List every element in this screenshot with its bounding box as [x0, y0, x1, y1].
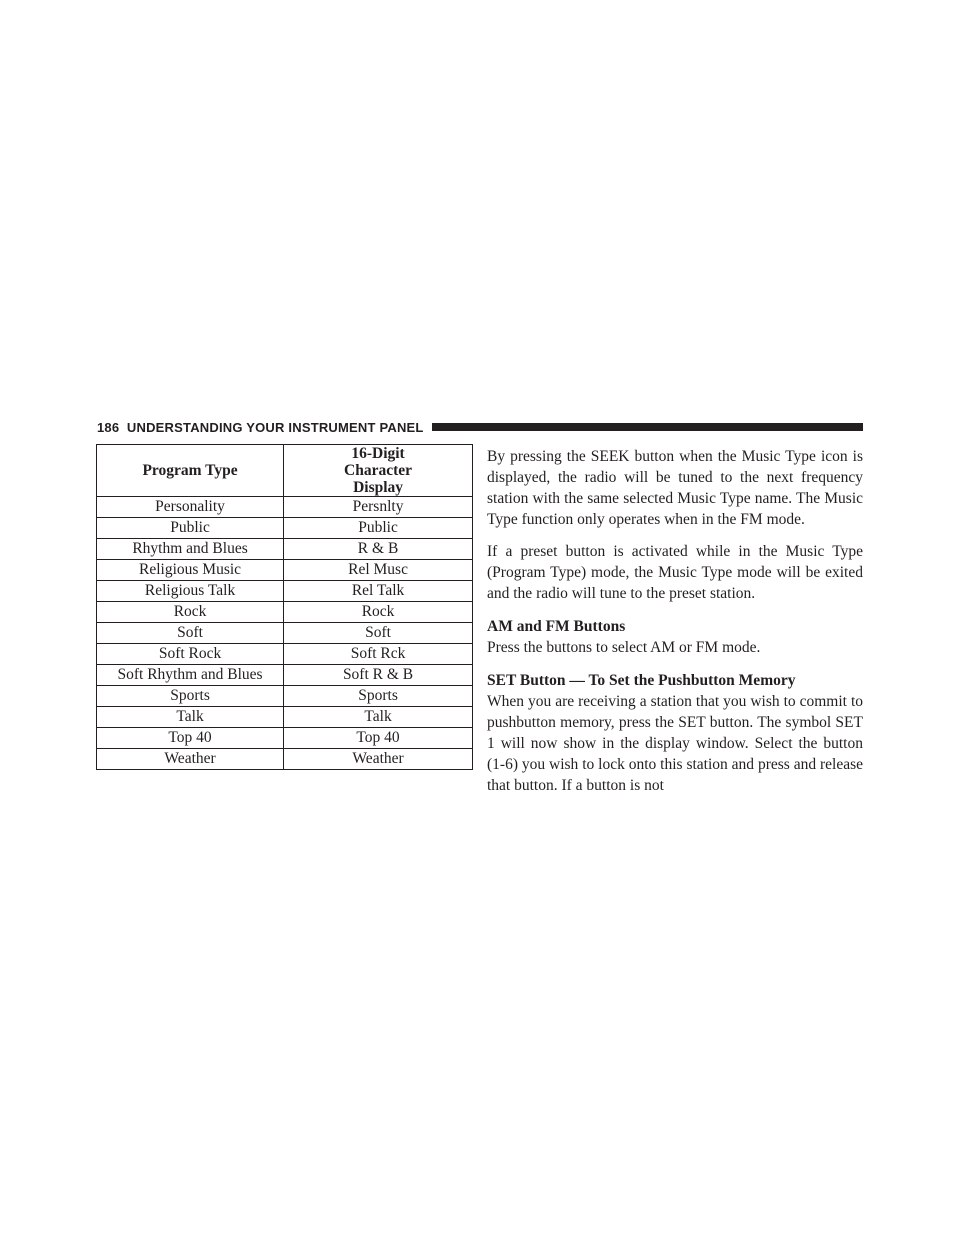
page-number: 186	[97, 419, 120, 435]
paragraph-seek: By pressing the SEEK button when the Music Type icon is displayed, the radio will be tuned to the next frequency station with the same selected Music Type name. The Music Type function only operates when in the FM mode.	[487, 448, 863, 528]
display-cell: Talk	[284, 707, 473, 728]
display-cell: Soft Rck	[284, 644, 473, 665]
program-type-cell: Personality	[97, 497, 284, 518]
program-type-cell: Soft Rock	[97, 644, 284, 665]
table-row	[97, 749, 473, 770]
display-cell: Top 40	[284, 728, 473, 749]
display-cell: Public	[284, 518, 473, 539]
program-type-cell: Soft	[97, 623, 284, 644]
paragraph-set-button: When you are receiving a station that you wish to commit to pushbutton memory, press the SET button. The symbol SET 1 will now show in the display window. Select the button (1-6) you wish to lock onto this station and press and release that button. If a button is not	[487, 693, 863, 794]
column-header-display-label: 16-Digit Character Display	[344, 445, 413, 496]
heading-am-fm-buttons: AM and FM Buttons	[487, 618, 626, 635]
program-type-cell: Top 40	[97, 728, 284, 749]
display-cell: R & B	[284, 539, 473, 560]
body-text-column	[487, 446, 863, 796]
table-row	[97, 686, 473, 707]
display-cell: Sports	[284, 686, 473, 707]
table-header-row	[97, 445, 473, 497]
table-row	[97, 560, 473, 581]
table-row	[97, 497, 473, 518]
program-type-cell: Rock	[97, 602, 284, 623]
display-cell: Rel Talk	[284, 581, 473, 602]
page-header	[97, 418, 863, 436]
program-type-cell: Religious Talk	[97, 581, 284, 602]
heading-set-button: SET Button — To Set the Pushbutton Memory	[487, 672, 796, 689]
section-title: UNDERSTANDING YOUR INSTRUMENT PANEL	[126, 419, 424, 435]
display-cell: Persnlty	[284, 497, 473, 518]
program-type-table	[96, 444, 473, 770]
program-type-cell: Soft Rhythm and Blues	[97, 665, 284, 686]
display-cell: Weather	[284, 749, 473, 770]
table-row	[97, 707, 473, 728]
display-cell: Rel Musc	[284, 560, 473, 581]
program-type-cell: Rhythm and Blues	[97, 539, 284, 560]
header-rule	[432, 423, 863, 431]
table-row	[97, 602, 473, 623]
table-row	[97, 728, 473, 749]
table-row	[97, 518, 473, 539]
column-header-display	[284, 445, 473, 497]
table-row	[97, 539, 473, 560]
table-row	[97, 581, 473, 602]
column-header-program-type: Program Type	[97, 445, 284, 497]
page-header-text	[97, 420, 424, 435]
table-row	[97, 623, 473, 644]
program-type-cell: Sports	[97, 686, 284, 707]
display-cell: Soft	[284, 623, 473, 644]
program-type-cell: Religious Music	[97, 560, 284, 581]
display-cell: Rock	[284, 602, 473, 623]
program-type-cell: Public	[97, 518, 284, 539]
table-row	[97, 665, 473, 686]
display-cell: Soft R & B	[284, 665, 473, 686]
paragraph-preset: If a preset button is activated while in the Music Type (Program Type) mode, the Music Type mode will be exited and the radio will tune to the preset station.	[487, 543, 863, 602]
program-type-cell: Talk	[97, 707, 284, 728]
table-row	[97, 644, 473, 665]
program-type-cell: Weather	[97, 749, 284, 770]
paragraph-am-fm: Press the buttons to select AM or FM mode.	[487, 639, 761, 656]
